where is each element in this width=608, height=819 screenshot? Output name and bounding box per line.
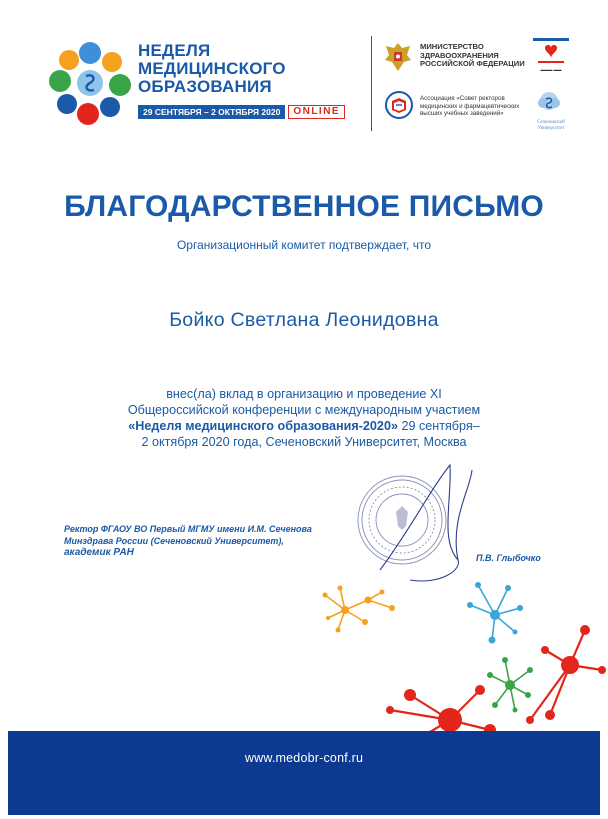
document-body	[80, 386, 528, 450]
event-title-line: ОБРАЗОВАНИЯ	[138, 77, 272, 96]
association-line: высших учебных заведений»	[420, 110, 504, 117]
signer-line: Ректор ФГАОУ ВО Первый МГМУ имени И.М. Сеченова	[64, 524, 312, 534]
ministry-name	[420, 43, 525, 69]
council-caption-mark: ▬▬▬ ▬▬	[540, 67, 562, 72]
sechenov-university-logo-icon	[534, 90, 564, 116]
body-dates-start: 29 сентября–	[397, 419, 480, 433]
document-subtitle: Организационный комитет подтверждает, что	[176, 238, 432, 252]
university-caption	[524, 120, 578, 131]
footer-band	[8, 731, 600, 815]
signer-name: П.В. Глыбочко	[476, 553, 541, 563]
signer-title	[64, 524, 312, 559]
rectors-council-logo-icon	[384, 90, 414, 120]
ministry-line: РОССИЙСКОЙ ФЕДЕРАЦИИ	[420, 59, 525, 68]
recipient-name: Бойко Светлана Леонидовна	[169, 309, 439, 331]
ministry-line: ЗДРАВООХРАНЕНИЯ	[420, 50, 499, 60]
university-line: Сеченовский	[537, 120, 565, 125]
header-divider	[371, 36, 372, 131]
website-url[interactable]: www.medobr-conf.ru	[244, 751, 364, 765]
signer-rank: академик РАН	[64, 547, 134, 558]
body-line	[80, 418, 528, 434]
document-title: БЛАГОДАРСТВЕННОЕ ПИСЬМО	[64, 190, 544, 223]
event-dates: 29 СЕНТЯБРЯ – 2 ОКТЯБРЯ 2020	[138, 105, 285, 119]
event-dates-bar	[138, 105, 368, 119]
university-line: Университет	[537, 125, 565, 131]
association-line: медицинских и фармацевтических	[420, 102, 520, 110]
association-line: Ассоциация «Совет ректоров	[420, 95, 505, 102]
body-line: Общероссийской конференции с международным участием	[127, 403, 481, 417]
signer-line: Минздрава России (Сеченовский Университет),	[64, 535, 284, 546]
event-title-line: НЕДЕЛЯ	[138, 41, 211, 60]
online-badge: ONLINE	[288, 105, 345, 119]
event-logo-icon	[47, 40, 133, 126]
body-line: внес(ла) вклад в организацию и проведение XI	[166, 387, 442, 401]
ministry-line: МИНИСТЕРСТВО	[420, 42, 484, 51]
decorative-network-graphic	[320, 570, 608, 740]
coat-of-arms-icon	[383, 40, 413, 74]
event-title-line: МЕДИЦИНСКОГО	[138, 59, 286, 78]
event-title	[138, 42, 368, 96]
association-name	[420, 95, 519, 118]
event-name: «Неделя медицинского образования-2020»	[128, 419, 398, 433]
body-line: 2 октября 2020 года, Сеченовский Университет, Москва	[141, 435, 467, 449]
